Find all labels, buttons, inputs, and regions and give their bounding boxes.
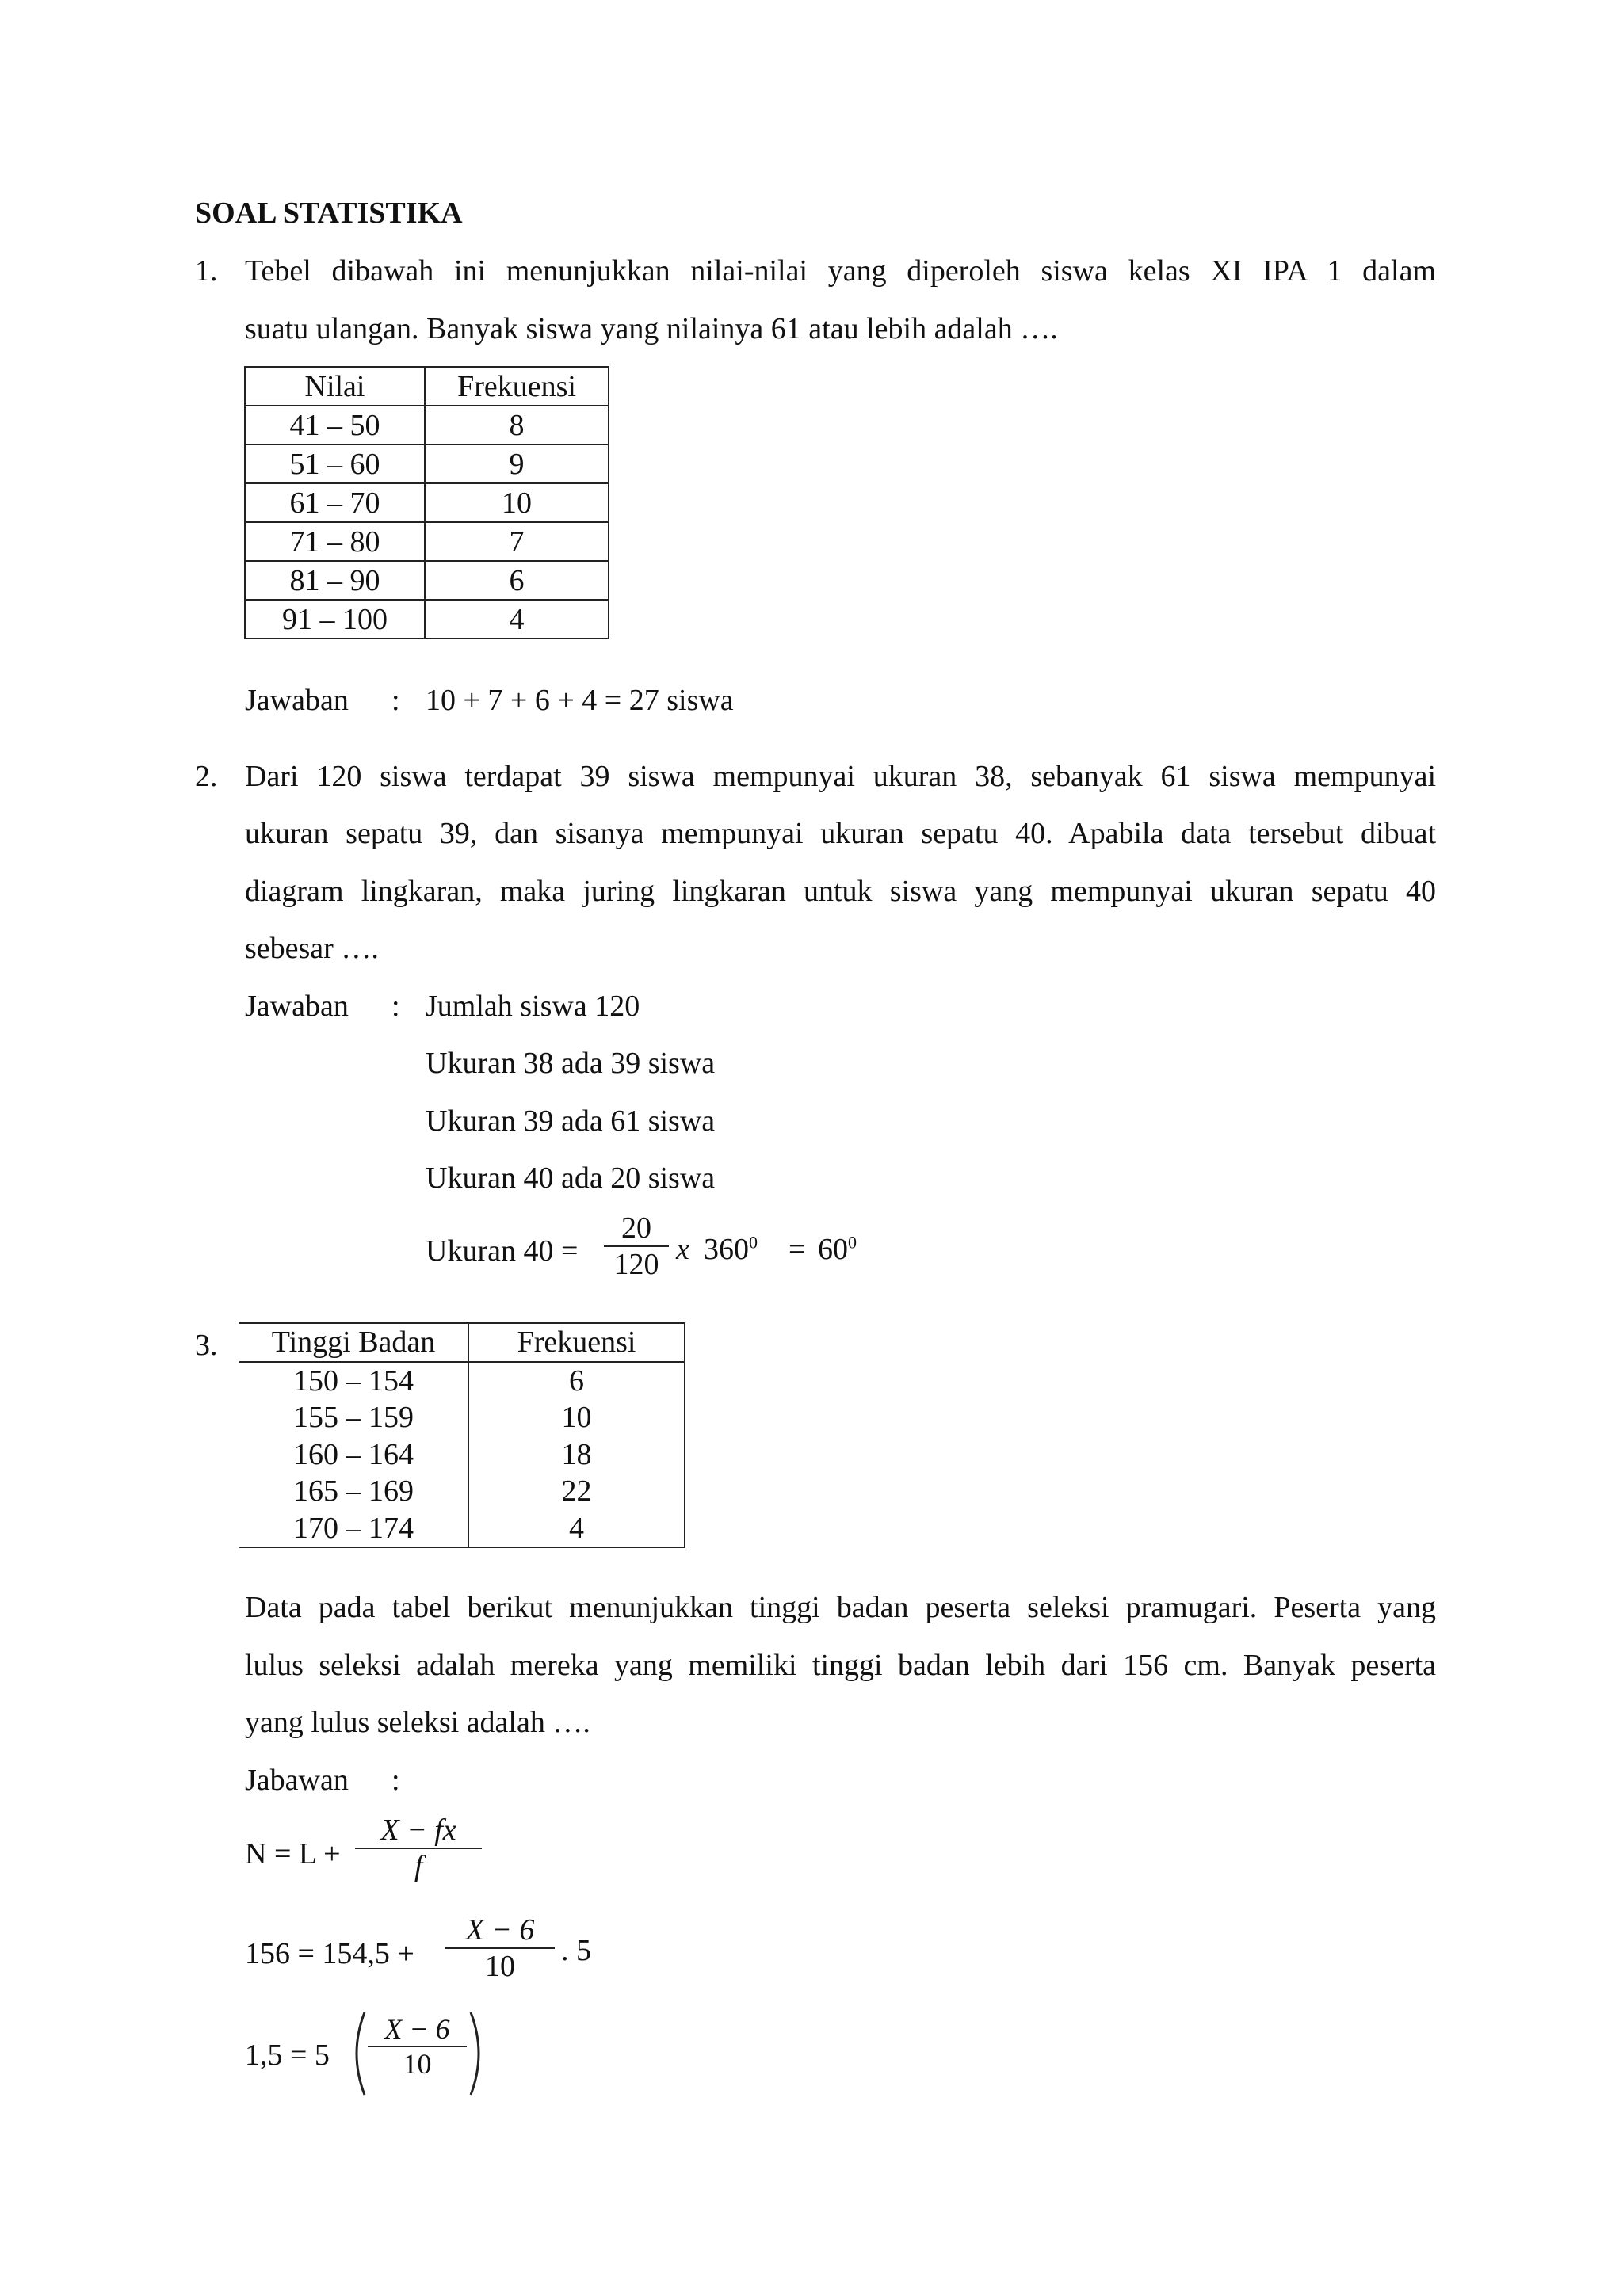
table-row: [245, 561, 609, 600]
fraction-denominator: 10: [485, 1950, 515, 1983]
q2-number: 2.: [195, 760, 218, 793]
cell-frekuensi: 6: [425, 561, 609, 600]
q3-text-line2: lulus seleksi adalah mereka yang memiliki tinggi badan lebih dari 156 cm. Banyak peserta: [245, 1649, 1436, 1682]
fraction-numerator: 20: [621, 1211, 651, 1245]
q2-answer-label: Jawaban: [245, 990, 349, 1023]
table-row: [245, 600, 609, 639]
q3-formula2-suffix: . 5: [561, 1934, 591, 1967]
degree-sup: 0: [749, 1232, 758, 1253]
q3-formula2-prefix: 156 = 154,5 +: [245, 1937, 414, 1970]
table-row: [239, 1399, 685, 1436]
q1-text-line1: Tebel dibawah ini menunjukkan nilai-nilai yang diperoleh siswa kelas XI IPA 1 dalam: [245, 254, 1436, 288]
q2-answer-line: Jumlah siswa 120: [426, 990, 640, 1023]
q1-answer: 10 + 7 + 6 + 4 = 27 siswa: [426, 684, 734, 717]
cell-frekuensi: 10: [425, 483, 609, 522]
q2-times: x: [676, 1233, 689, 1266]
cell-tinggi: 170 – 174: [239, 1510, 468, 1548]
cell-frekuensi: 4: [425, 600, 609, 639]
table-row: [239, 1473, 685, 1510]
fraction-denominator: 10: [403, 2048, 432, 2080]
q3-formula2-fraction: [445, 1913, 555, 1984]
cell-nilai: 61 – 70: [245, 483, 425, 522]
table-header-row: [239, 1323, 685, 1362]
header-tinggi-badan: Tinggi Badan: [239, 1323, 468, 1362]
q3-formula3-prefix: 1,5 = 5: [245, 2039, 330, 2072]
q2-fraction: [604, 1211, 669, 1282]
q3-answer-label: Jabawan: [245, 1764, 349, 1797]
q3-text-line1: Data pada tabel berikut menunjukkan tinggi badan peserta seleksi pramugari. Peserta yang: [245, 1591, 1436, 1624]
table-row: [245, 444, 609, 483]
cell-frekuensi: 9: [425, 444, 609, 483]
right-paren-icon: [468, 2009, 490, 2098]
cell-nilai: 91 – 100: [245, 600, 425, 639]
q2-degree-value: [704, 1232, 758, 1267]
q2-answer-colon: :: [391, 990, 400, 1023]
cell-frekuensi: 4: [468, 1510, 685, 1548]
q2-calc-prefix: Ukuran 40 =: [426, 1234, 579, 1268]
header-frekuensi: Frekuensi: [468, 1323, 685, 1362]
cell-nilai: 41 – 50: [245, 406, 425, 444]
q3-formula1-fraction: [355, 1813, 482, 1884]
q2-result: [818, 1232, 857, 1267]
q3-frequency-table: [239, 1322, 685, 1548]
cell-frekuensi: 10: [468, 1399, 685, 1436]
q1-frequency-table: [244, 366, 609, 639]
cell-frekuensi: 6: [468, 1362, 685, 1400]
table-header-row: [245, 367, 609, 406]
q3-number: 3.: [195, 1329, 218, 1362]
cell-frekuensi: 8: [425, 406, 609, 444]
cell-tinggi: 155 – 159: [239, 1399, 468, 1436]
cell-frekuensi: 18: [468, 1436, 685, 1474]
q3-answer-colon: :: [391, 1764, 400, 1797]
left-paren-icon: [346, 2009, 368, 2098]
q3-text-line3: yang lulus seleksi adalah ….: [245, 1706, 590, 1739]
cell-nilai: 51 – 60: [245, 444, 425, 483]
q3-formula1-prefix: N = L +: [245, 1837, 341, 1871]
cell-tinggi: 165 – 169: [239, 1473, 468, 1510]
q1-number: 1.: [195, 254, 218, 288]
result-sup: 0: [848, 1232, 857, 1253]
fraction-numerator: X − fx: [380, 1814, 456, 1847]
q1-text-line2: suatu ulangan. Banyak siswa yang nilainya 61 atau lebih adalah ….: [245, 312, 1058, 345]
degree-base: 360: [704, 1233, 749, 1266]
fraction-denominator: f: [414, 1850, 423, 1883]
page-title: SOAL STATISTIKA: [195, 196, 463, 230]
table-row: [245, 483, 609, 522]
q2-answer-line: Ukuran 39 ada 61 siswa: [426, 1104, 716, 1138]
table-row: [239, 1362, 685, 1400]
cell-tinggi: 150 – 154: [239, 1362, 468, 1400]
fraction-numerator: X − 6: [384, 2013, 450, 2045]
table-row: [239, 1510, 685, 1548]
table-row: [245, 522, 609, 561]
cell-nilai: 71 – 80: [245, 522, 425, 561]
fraction-denominator: 120: [613, 1248, 659, 1281]
q2-equals: =: [789, 1233, 806, 1266]
q2-text-line1: Dari 120 siswa terdapat 39 siswa mempunyai ukuran 38, sebanyak 61 siswa mempunyai: [245, 760, 1436, 793]
table-row: [245, 406, 609, 444]
cell-nilai: 81 – 90: [245, 561, 425, 600]
cell-tinggi: 160 – 164: [239, 1436, 468, 1474]
q2-answer-line: Ukuran 40 ada 20 siswa: [426, 1161, 716, 1195]
q2-text-line2: ukuran sepatu 39, dan sisanya mempunyai ukuran sepatu 40. Apabila data tersebut dibuat: [245, 817, 1436, 850]
q3-formula3-fraction: [368, 2012, 467, 2081]
q2-answer-line: Ukuran 38 ada 39 siswa: [426, 1047, 716, 1080]
table-row: [239, 1436, 685, 1474]
q2-text-line3: diagram lingkaran, maka juring lingkaran untuk siswa yang mempunyai ukuran sepatu 40: [245, 875, 1436, 908]
header-frekuensi: Frekuensi: [425, 367, 609, 406]
cell-frekuensi: 22: [468, 1473, 685, 1510]
fraction-numerator: X − 6: [465, 1913, 535, 1947]
q1-answer-label: Jawaban: [245, 684, 349, 717]
result-value: 60: [818, 1233, 848, 1266]
cell-frekuensi: 7: [425, 522, 609, 561]
q2-text-line4: sebesar ….: [245, 932, 379, 965]
header-nilai: Nilai: [245, 367, 425, 406]
q1-answer-colon: :: [391, 684, 400, 717]
